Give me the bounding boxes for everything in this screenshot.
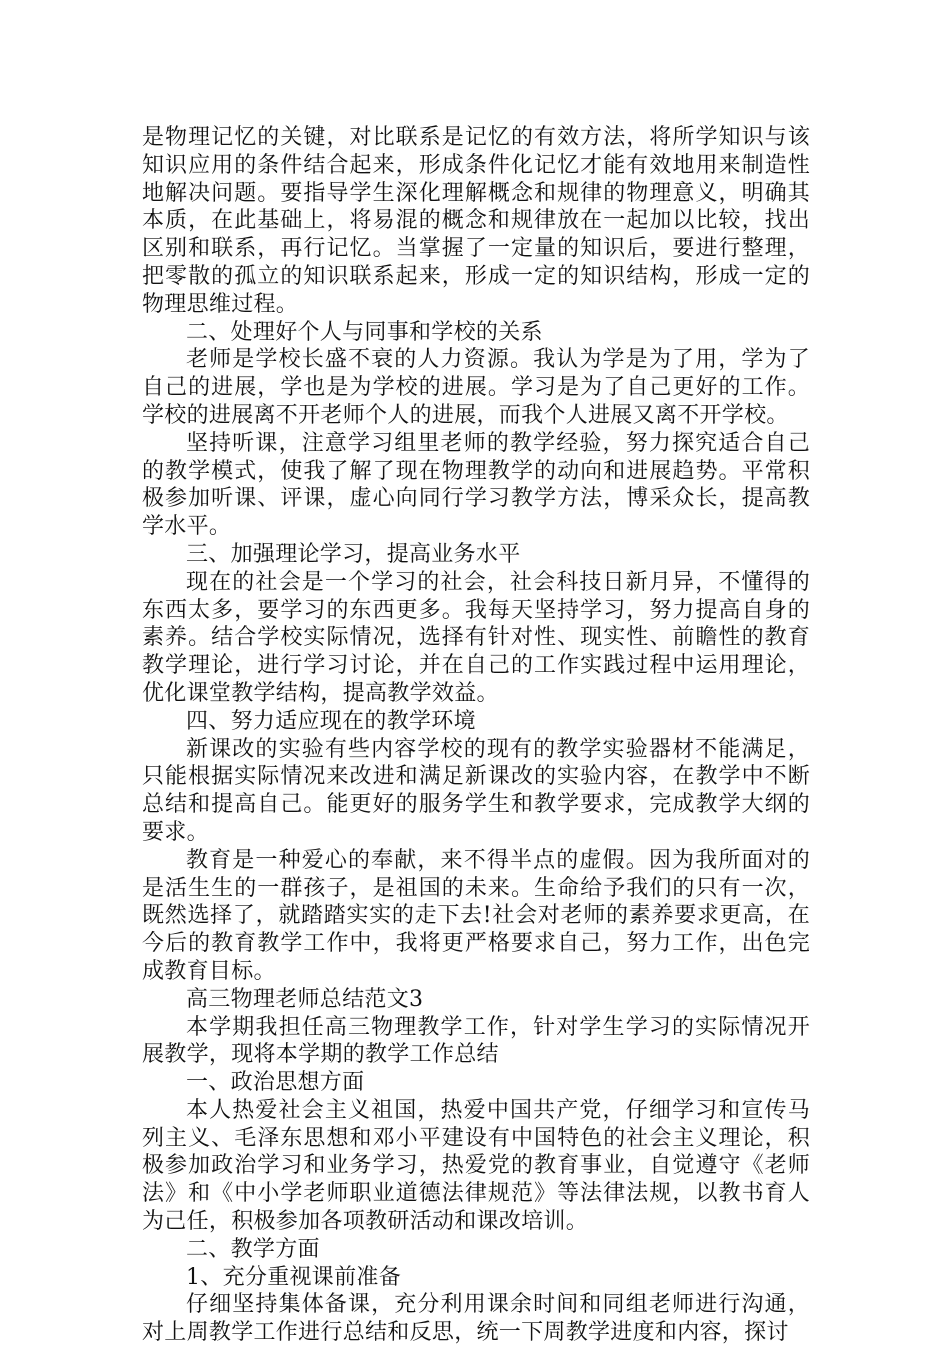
paragraph: 现在的社会是一个学习的社会，社会科技日新月异，不懂得的东西太多，要学习的东西更多。我每天坚持学习，努力提高自身的素养。结合学校实际情况，选择有针对性、现实性、前瞻性的教育教学理论，进行学习讨论，并在自己的工作实践过程中运用理论，优化课堂教学结构，提高教学效益。: [142, 569, 810, 706]
paragraph: 本人热爱社会主义祖国，热爱中国共产党，仔细学习和宣传马列主义、毛泽东思想和邓小平建设有中国特色的社会主义理论，积极参加政治学习和业务学习，热爱党的教育事业，自觉遵守《老师法》和《中小学老师职业道德法律规范》等法律法规，以教书育人为己任，积极参加各项教研活动和课改培训。: [142, 1097, 810, 1235]
paragraph: 老师是学校长盛不衰的人力资源。我认为学是为了用，学为了自己的进展，学也是为学校的进展。学习是为了自己更好的工作。学校的进展离不开老师个人的进展，而我个人进展又离不开学校。: [142, 347, 810, 428]
paragraph: 新课改的实验有些内容学校的现有的教学实验器材不能满足，只能根据实际情况来改进和满足新课改的实验内容，在教学中不断总结和提高自己。能更好的服务学生和教学要求，完成教学大纲的要求。: [142, 736, 810, 845]
paragraph: 教育是一种爱心的奉献，来不得半点的虚假。因为我所面对的是活生生的一群孩子，是祖国的未来。生命给予我们的只有一次，既然选择了，就踏踏实实的走下去!社会对老师的素养要求更高，在今后的教育教学工作中，我将更严格要求自己，努力工作，出色完成教育目标。: [142, 847, 810, 984]
document-body: [142, 124, 810, 1347]
section-heading: 三、加强理论学习，提高业务水平: [186, 541, 521, 567]
section-heading: 一、政治思想方面: [186, 1070, 365, 1096]
paragraph: 坚持听课，注意学习组里老师的教学经验，努力探究适合自己的教学模式，使我了解了现在物理教学的动向和进展趋势。平常积极参加听课、评课，虚心向同行学习教学方法，博采众长，提高教学水平。: [142, 430, 810, 540]
section-heading: 二、教学方面: [186, 1236, 320, 1262]
subsection-heading: 1、充分重视课前准备: [186, 1264, 401, 1290]
section-heading: 四、努力适应现在的教学环境: [186, 708, 476, 734]
section-heading: 二、处理好个人与同事和学校的关系: [186, 319, 543, 345]
paragraph: 本学期我担任高三物理教学工作，针对学生学习的实际情况开展教学，现将本学期的教学工作总结: [142, 1014, 810, 1068]
paragraph: 仔细坚持集体备课，充分利用课余时间和同组老师进行沟通，对上周教学工作进行总结和反思，统一下周教学进度和内容，探讨: [142, 1292, 810, 1346]
paragraph-continuation: 是物理记忆的关键，对比联系是记忆的有效方法，将所学知识与该知识应用的条件结合起来，形成条件化记忆才能有效地用来制造性地解决问题。要指导学生深化理解概念和规律的物理意义，明确其本质，在此基础上，将易混的概念和规律放在一起加以比较，找出区别和联系，再行记忆。当掌握了一定量的知识后，要进行整理，把零散的孤立的知识联系起来，形成一定的知识结构，形成一定的物理思维过程。: [142, 125, 810, 317]
document-section-title: 高三物理老师总结范文3: [186, 986, 424, 1012]
